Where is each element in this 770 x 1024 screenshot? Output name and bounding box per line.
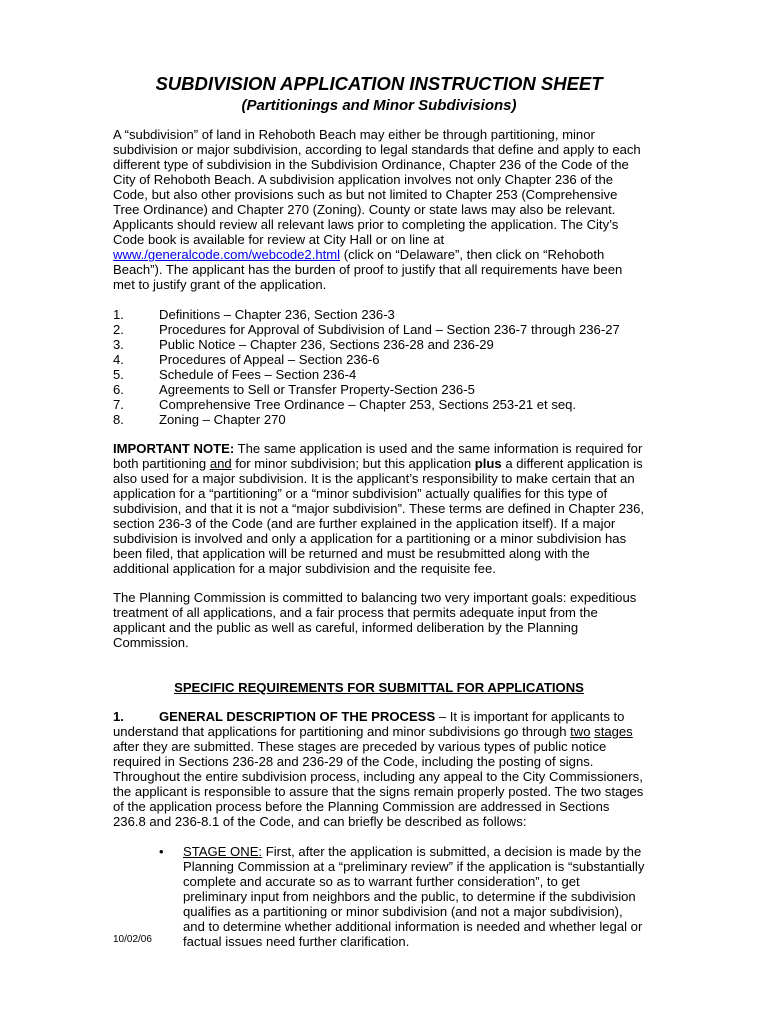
list-item [113,352,645,367]
list-item [113,307,645,322]
footer-date: 10/02/06 [113,934,152,945]
list-text: Procedures for Approval of Subdivision of Land – Section 236-7 through 236-27 [159,321,620,337]
section-heading: GENERAL DESCRIPTION OF THE PROCESS [159,708,436,724]
list-text: Zoning – Chapter 270 [159,411,286,427]
list-item [113,322,645,337]
list-text: Definitions – Chapter 236, Section 236-3 [159,306,395,322]
section-number: 1. [113,708,124,724]
stage-one-body: First, after the application is submitted, a decision is made by the Planning Commission at a “preliminary review” if the application is “substantially complete and accurate so as to warrant further consideration”, to get preliminary input from neighbors and the public, to determine if the subdivision qualifies as a partitioning or minor subdivision (and not a major subdivision), and to determine whether additional information is needed and whether legal or factual issues need further clarification. [183,843,645,950]
important-note-label: IMPORTANT NOTE: [113,440,235,456]
list-number: 5. [113,366,124,382]
note-plus-bold: plus [474,455,502,471]
stage-one-text [183,844,645,949]
note-text: for minor subdivision; but this application [231,455,475,471]
list-item [113,397,645,412]
section-text: after they are submitted. These stages are preceded by various types of public notice required in Sections 236-28 and 236-29 of the Code, including the posting of signs. Throughout the entire subdivision process, including any appeal to the City Commissioners, the applicant is responsible to assure that the signs remain properly posted. The two stages of the application process before the Planning Commission are addressed in Sections 236.8 and 236-8.1 of the Code, and can briefly be described as follows: [113,738,644,829]
section-1-paragraph [113,709,645,829]
code-references-list [113,307,645,427]
list-number: 6. [113,381,124,397]
list-text: Agreements to Sell or Transfer Property-Section 236-5 [159,381,475,397]
list-number: 1. [113,306,124,322]
document-title: SUBDIVISION APPLICATION INSTRUCTION SHEET [155,73,603,94]
note-text: The same application is used and the same information is required for both partitioning [113,440,643,471]
list-text: Comprehensive Tree Ordinance – Chapter 253, Sections 253-21 et seq. [159,396,577,412]
list-number: 2. [113,321,124,337]
section-stages-underlined: stages [594,723,633,739]
generalcode-link[interactable]: www./generalcode.com/webcode2.html [113,247,341,263]
section-text: – It is important for applicants to understand that applications for partitioning and minor subdivisions go through [113,708,625,739]
planning-commission-paragraph: The Planning Commission is committed to balancing two very important goals: expeditious treatment of all applications, and a fair process that permits adequate input from the applicant and the public as well as careful, informed deliberation by the Planning Commission. [113,590,637,651]
document-subtitle: (Partitionings and Minor Subdivisions) [241,97,517,114]
list-text: Schedule of Fees – Section 236-4 [159,366,357,382]
list-item [113,337,645,352]
list-number: 3. [113,336,124,352]
important-note-paragraph [113,441,645,576]
list-number: 7. [113,396,124,412]
stage-one-label: STAGE ONE: [183,843,263,859]
bullet-icon: • [159,843,164,859]
section-two-underlined: two [570,723,591,739]
list-item [113,382,645,397]
intro-text: A “subdivision” of land in Rehoboth Beach may either be through partitioning, minor subdivision or major subdivision, according to legal standards that define and apply to each different type of subdivision in the Subdivision Ordinance, Chapter 236 of the Code of the City of Rehoboth Beach. A subdivision application involves not only Chapter 236 of the Code, but also other provisions such as but not limited to Chapter 253 (Comprehensive Tree Ordinance) and Chapter 270 (Zoning). County or state laws may also be relevant. Applicants should review all relevant laws prior to completing the application. The City’s Code book is available for review at City Hall or on line at [113,127,641,248]
list-item [113,412,645,427]
document-page [113,72,645,949]
intro-text-end: (click on “Delaware”, then click on “Rehoboth Beach”). The applicant has the burden of proof to justify that all requirements have been met to justify grant of the application. [113,247,623,293]
note-and-underlined: and [209,455,232,471]
note-text: a different application is also used for a major subdivision. It is the applicant’s responsibility to make certain that an application for a “partitioning” or a “minor subdivision” actually qualifies for this type of subdivision, and that it is not a “major subdivision”. These terms are defined in Chapter 236, section 236-3 of the Code (and are further explained in the application itself). If a major subdivision is involved and only a application for a partitioning or a minor subdivision has been filed, that application will be returned and must be resubmitted along with the additional application for a major subdivision and the requisite fee. [113,455,645,577]
list-number: 4. [113,351,124,367]
list-text: Public Notice – Chapter 236, Sections 236-28 and 236-29 [159,336,494,352]
list-text: Procedures of Appeal – Section 236-6 [159,351,380,367]
list-item [113,367,645,382]
intro-paragraph [113,127,645,293]
requirements-heading: SPECIFIC REQUIREMENTS FOR SUBMITTAL FOR APPLICATIONS [174,679,584,695]
list-number: 8. [113,411,124,427]
stage-one-bullet [159,844,645,949]
